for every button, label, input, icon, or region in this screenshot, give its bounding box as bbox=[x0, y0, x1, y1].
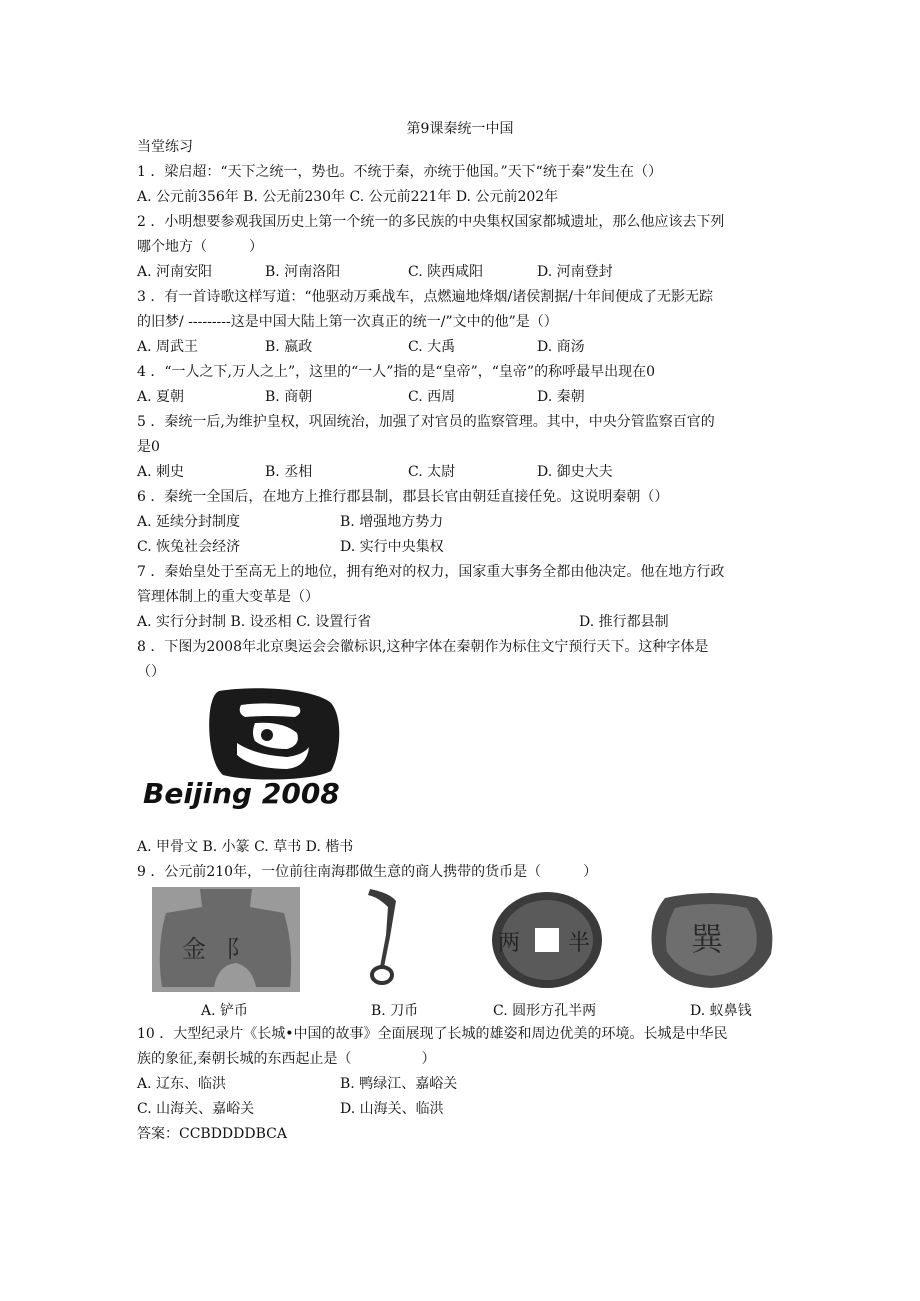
question-4-option-a: A. 夏朝 bbox=[137, 389, 185, 405]
question-2-option-b: B. 河南洛阳 bbox=[265, 264, 341, 280]
question-2-option-d: D. 河南登封 bbox=[537, 264, 613, 280]
svg-text:阝: 阝 bbox=[226, 935, 250, 963]
question-3-option-a: A. 周武王 bbox=[137, 339, 199, 355]
question-7-options-abc: A. 实行分封制 B. 设丞相 C. 设置行省 bbox=[137, 614, 372, 630]
question-8-stem-cont: （） bbox=[137, 664, 165, 680]
question-3-stem-cont: 的旧梦/ ---------这是中国大陆上第一次真正的统一/”文中的他”是（） bbox=[137, 314, 558, 330]
question-10-option-d: D. 山海关、临洪 bbox=[340, 1101, 444, 1117]
question-9-stem: 9 ．公元前210年，一位前往南海郡做生意的商人携带的货币是（ ） bbox=[137, 864, 598, 880]
question-8-stem: 8 ．下图为2008年北京奥运会会徽标识,这种字体在秦朝作为标住文宁预行天下。这种字体是 bbox=[137, 639, 709, 655]
page-title: 第9课秦统一中国 bbox=[406, 121, 514, 137]
question-3-stem: 3 ．有一首诗歌这样写道：“他驱动万乘战车，点燃遍地烽烟/诸侯割据/十年间便成了无影无踪 bbox=[137, 289, 713, 305]
question-10-option-c: C. 山海关、嘉峪关 bbox=[137, 1101, 255, 1117]
question-6-option-a: A. 延续分封制度 bbox=[137, 514, 241, 530]
question-2-stem: 2 ．小明想要参观我国历史上第一个统一的多民族的中央集权国家都城遗址，那么他应该去下列 bbox=[137, 214, 725, 230]
question-5-option-d: D. 御史大夫 bbox=[537, 464, 613, 480]
coin-b-caption: B. 刀币 bbox=[371, 1003, 419, 1019]
coin-d-caption: D. 蚁鼻钱 bbox=[690, 1003, 752, 1019]
svg-text:半: 半 bbox=[568, 931, 591, 956]
svg-text:巽: 巽 bbox=[691, 920, 724, 958]
question-1-stem: 1 ．梁启超：“天下之统一，势也。不统于秦，亦统于他国。”天下“统于秦”发生在（） bbox=[137, 164, 662, 180]
question-6-option-d: D. 实行中央集权 bbox=[340, 539, 444, 555]
beijing-2008-emblem bbox=[137, 683, 399, 811]
question-5-option-a: A. 刺史 bbox=[137, 464, 185, 480]
banliang-coin-image bbox=[490, 890, 605, 990]
question-5-option-c: C. 太尉 bbox=[408, 464, 456, 480]
question-5-option-b: B. 丞相 bbox=[265, 464, 313, 480]
question-10-option-b: B. 鸭绿江、嘉峪关 bbox=[340, 1076, 458, 1092]
question-4-option-b: B. 商朝 bbox=[265, 389, 313, 405]
coin-a-caption: A. 铲币 bbox=[201, 1003, 249, 1019]
question-2-option-a: A. 河南安阳 bbox=[137, 264, 213, 280]
question-10-stem: 10 ．大型纪录片《长城•中国的故事》全面展现了长城的雄姿和周边优美的环境。长城是中华民 bbox=[137, 1026, 728, 1042]
coin-c-caption: C. 圆形方孔半两 bbox=[493, 1003, 597, 1019]
question-7-stem-cont: 管理体制上的重大变革是（） bbox=[137, 589, 319, 605]
answer-key: 答案：CCBDDDDBCA bbox=[137, 1126, 287, 1142]
section-heading: 当堂练习 bbox=[137, 139, 193, 155]
question-10-option-a: A. 辽东、临洪 bbox=[137, 1076, 227, 1092]
question-3-option-b: B. 嬴政 bbox=[265, 339, 313, 355]
question-1-options: A. 公元前356年 B. 公无前230年 C. 公元前221年 D. 公元前202年 bbox=[137, 189, 559, 205]
question-4-stem: 4 ．“一人之下,万人之上”，这里的“一人”指的是“皇帝”，“皇帝”的称呼最早出现在0 bbox=[137, 364, 655, 380]
svg-text:金: 金 bbox=[182, 935, 206, 963]
svg-text:两: 两 bbox=[498, 931, 521, 956]
spade-coin-image bbox=[152, 887, 300, 992]
question-4-option-c: C. 西周 bbox=[408, 389, 456, 405]
question-3-option-c: C. 大禹 bbox=[408, 339, 456, 355]
question-2-stem-cont: 哪个地方（ ） bbox=[137, 239, 263, 255]
question-6-option-c: C. 恢兔社会经济 bbox=[137, 539, 241, 555]
question-7-stem: 7 ．秦始皇处于至高无上的地位，拥有绝对的权力，国家重大事务全都由他决定。他在地方行政 bbox=[137, 564, 725, 580]
knife-coin-image bbox=[360, 887, 410, 992]
question-6-option-b: B. 增强地方势力 bbox=[340, 514, 444, 530]
question-4-option-d: D. 秦朝 bbox=[537, 389, 585, 405]
question-6-stem: 6 ．秦统一全国后，在地方上推行郡县制，郡县长官由朝廷直接任免。这说明秦朝（） bbox=[137, 489, 669, 505]
svg-text:Beijing 2008: Beijing 2008 bbox=[143, 777, 340, 810]
emblem-graphic bbox=[137, 683, 399, 811]
question-10-stem-cont: 族的象征,秦朝长城的东西起止是（ ） bbox=[137, 1051, 436, 1067]
question-5-stem: 5 ．秦统一后,为维护皇权，巩固统治，加强了对官员的监察管理。其中，中央分管监察百官的 bbox=[137, 414, 715, 430]
antnose-coin-image bbox=[645, 890, 777, 990]
question-3-option-d: D. 商汤 bbox=[537, 339, 585, 355]
question-7-option-d: D. 推行都县制 bbox=[579, 614, 669, 630]
question-2-option-c: C. 陕西咸阳 bbox=[408, 264, 484, 280]
question-8-options: A. 甲骨文 B. 小篆 C. 草书 D. 楷书 bbox=[137, 839, 354, 855]
question-5-stem-cont: 是0 bbox=[137, 439, 160, 455]
